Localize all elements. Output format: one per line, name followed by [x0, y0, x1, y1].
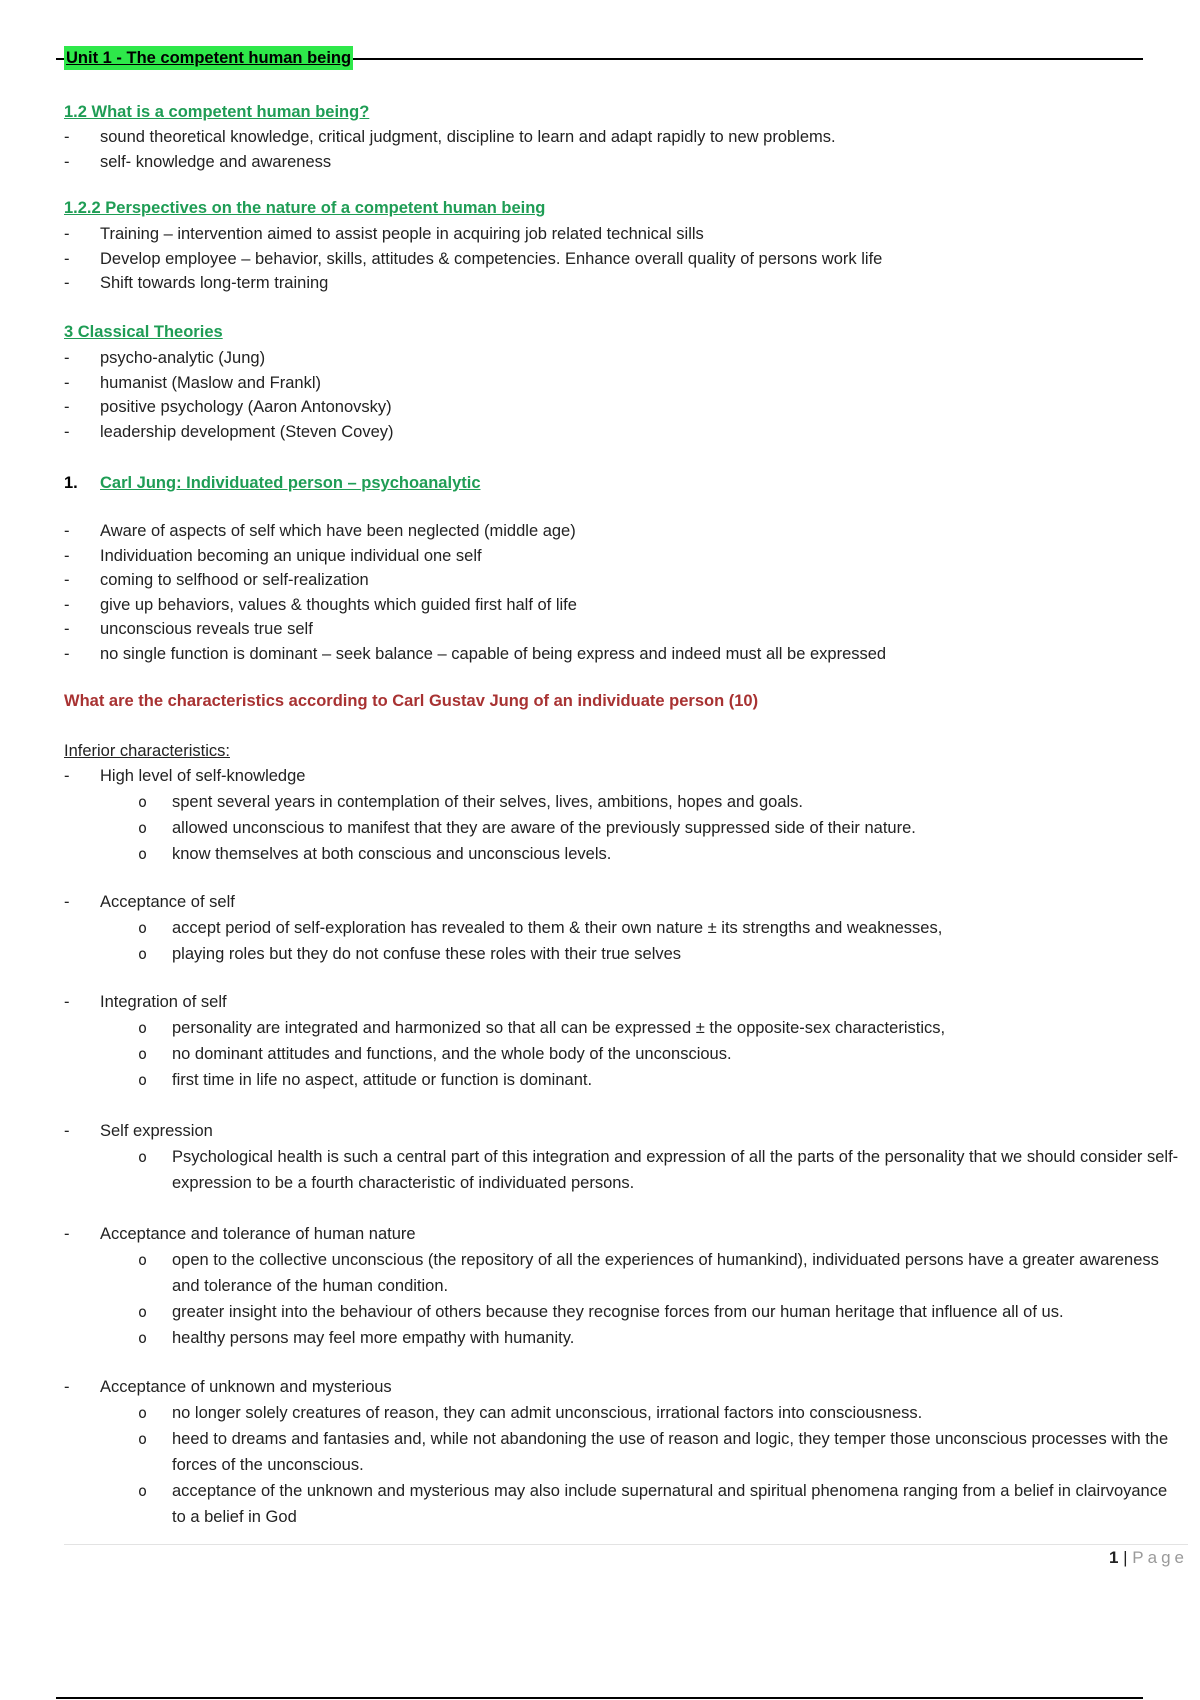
circle-bullet-icon: o — [138, 1147, 148, 1166]
characteristic-points — [64, 915, 1184, 967]
characteristic-block — [64, 764, 1184, 867]
characteristic-title: - High level of self-knowledge — [64, 767, 306, 785]
circle-bullet-icon: o — [138, 944, 148, 963]
list-item: o greater insight into the behaviour of others because they recognise forces from our human heritage that influence all of us. — [64, 1299, 1184, 1325]
exam-question: What are the characteristics according to Carl Gustav Jung of an individuate person (10) — [64, 692, 759, 710]
characteristic-title: - Acceptance of self — [64, 893, 235, 911]
characteristic-title: - Acceptance and tolerance of human nature — [64, 1225, 416, 1243]
list-item: - coming to selfhood or self-realization — [64, 571, 369, 589]
list-item: - self- knowledge and awareness — [64, 152, 332, 171]
section-list-jung — [64, 519, 886, 666]
characteristic-block — [64, 1375, 1184, 1530]
circle-bullet-icon: o — [138, 1429, 148, 1448]
page-title: Unit 1 - The competent human being — [64, 46, 353, 70]
list-item: - unconscious reveals true self — [64, 620, 313, 638]
circle-bullet-icon: o — [138, 844, 148, 863]
section-heading-perspectives: 1.2.2 Perspectives on the nature of a competent human being — [64, 199, 546, 217]
characteristic-points — [64, 1400, 1184, 1530]
circle-bullet-icon: o — [138, 1018, 148, 1037]
characteristic-block — [64, 1119, 1184, 1196]
characteristic-points — [64, 1015, 1184, 1093]
list-item: o Psychological health is such a central part of this integration and expression of all the parts of the personality that we should consider self- expression to be a fourth characteristic of individuated persons. — [64, 1144, 1184, 1196]
section-heading-jung — [64, 472, 481, 494]
list-item: o no longer solely creatures of reason, they can admit unconscious, irrational factors into consciousness. — [64, 1400, 1184, 1426]
section-list-theories — [64, 346, 394, 444]
list-item: - Individuation becoming an unique individual one self — [64, 546, 482, 565]
characteristic-block — [64, 890, 1184, 967]
list-item: - Develop employee – behavior, skills, attitudes & competencies. Enhance overall quality of persons work life — [64, 249, 883, 268]
subheading-inferior: Inferior characteristics: — [64, 742, 230, 760]
circle-bullet-icon: o — [138, 918, 148, 937]
page-number-footer — [1109, 1548, 1188, 1568]
list-item: o playing roles but they do not confuse these roles with their true selves — [64, 941, 1184, 967]
section-heading-jung-text: Carl Jung: Individuated person – psychoanalytic — [100, 474, 481, 492]
list-item: - positive psychology (Aaron Antonovsky) — [64, 398, 392, 416]
page-word: Page — [1132, 1548, 1188, 1567]
circle-bullet-icon: o — [138, 1044, 148, 1063]
list-item: - Training – intervention aimed to assist people in acquiring job related technical sills — [64, 225, 704, 243]
list-item: o heed to dreams and fantasies and, while not abandoning the use of reason and logic, they temper those unconscious processes with the forces of the unconscious. — [64, 1426, 1184, 1478]
list-item: - leadership development (Steven Covey) — [64, 422, 394, 441]
list-item: - sound theoretical knowledge, critical judgment, discipline to learn and adapt rapidly to new problems. — [64, 128, 836, 146]
list-item: - Aware of aspects of self which have been neglected (middle age) — [64, 522, 576, 540]
list-item: o spent several years in contemplation of their selves, lives, ambitions, hopes and goals. — [64, 789, 1184, 815]
list-item: o know themselves at both conscious and unconscious levels. — [64, 841, 1184, 867]
section-heading-theories: 3 Classical Theories — [64, 323, 223, 341]
circle-bullet-icon: o — [138, 1403, 148, 1422]
list-item: o acceptance of the unknown and mysterious may also include supernatural and spiritual phenomena ranging from a belief in clairvoyance to a belief in God — [64, 1478, 1184, 1530]
characteristic-title: - Acceptance of unknown and mysterious — [64, 1378, 392, 1396]
list-item: o allowed unconscious to manifest that they are aware of the previously suppressed side of their nature. — [64, 815, 1184, 841]
characteristic-points — [64, 789, 1184, 867]
characteristic-block — [64, 1222, 1184, 1351]
list-item: - give up behaviors, values & thoughts which guided first half of life — [64, 595, 577, 614]
characteristic-points — [64, 1144, 1184, 1196]
circle-bullet-icon: o — [138, 1250, 148, 1269]
list-item: - humanist (Maslow and Frankl) — [64, 373, 321, 392]
circle-bullet-icon: o — [138, 1302, 148, 1321]
list-item: o first time in life no aspect, attitude or function is dominant. — [64, 1067, 1184, 1093]
circle-bullet-icon: o — [138, 1070, 148, 1089]
title-row — [56, 46, 1143, 70]
section-heading-competent: 1.2 What is a competent human being? — [64, 103, 370, 121]
section-number: 1. — [64, 474, 78, 492]
bottom-rule — [56, 1697, 1143, 1699]
page-number: 1 — [1108, 1548, 1119, 1567]
circle-bullet-icon: o — [138, 818, 148, 837]
circle-bullet-icon: o — [138, 792, 148, 811]
section-list-perspectives — [64, 222, 882, 296]
list-item: - psycho-analytic (Jung) — [64, 349, 266, 367]
characteristic-block — [64, 990, 1184, 1093]
list-item: o open to the collective unconscious (the repository of all the experiences of humankind), individuated persons have a greater awareness and tolerance of the human condition. — [64, 1247, 1184, 1299]
list-item: - no single function is dominant – seek balance – capable of being express and indeed must all be expressed — [64, 644, 887, 663]
circle-bullet-icon: o — [138, 1328, 148, 1347]
list-item: o healthy persons may feel more empathy with humanity. — [64, 1325, 1184, 1351]
characteristic-points — [64, 1247, 1184, 1351]
list-item: - Shift towards long-term training — [64, 274, 329, 292]
section-list-competent — [64, 125, 836, 174]
page-separator: | — [1123, 1548, 1128, 1567]
footer-rule — [64, 1544, 1188, 1545]
list-item: o no dominant attitudes and functions, and the whole body of the unconscious. — [64, 1041, 1184, 1067]
characteristic-title: - Self expression — [64, 1122, 213, 1140]
circle-bullet-icon: o — [138, 1481, 148, 1500]
list-item: o personality are integrated and harmonized so that all can be expressed ± the opposite-sex characteristics, — [64, 1015, 1184, 1041]
list-item: o accept period of self-exploration has revealed to them & their own nature ± its strengths and weaknesses, — [64, 915, 1184, 941]
characteristic-title: - Integration of self — [64, 993, 227, 1011]
